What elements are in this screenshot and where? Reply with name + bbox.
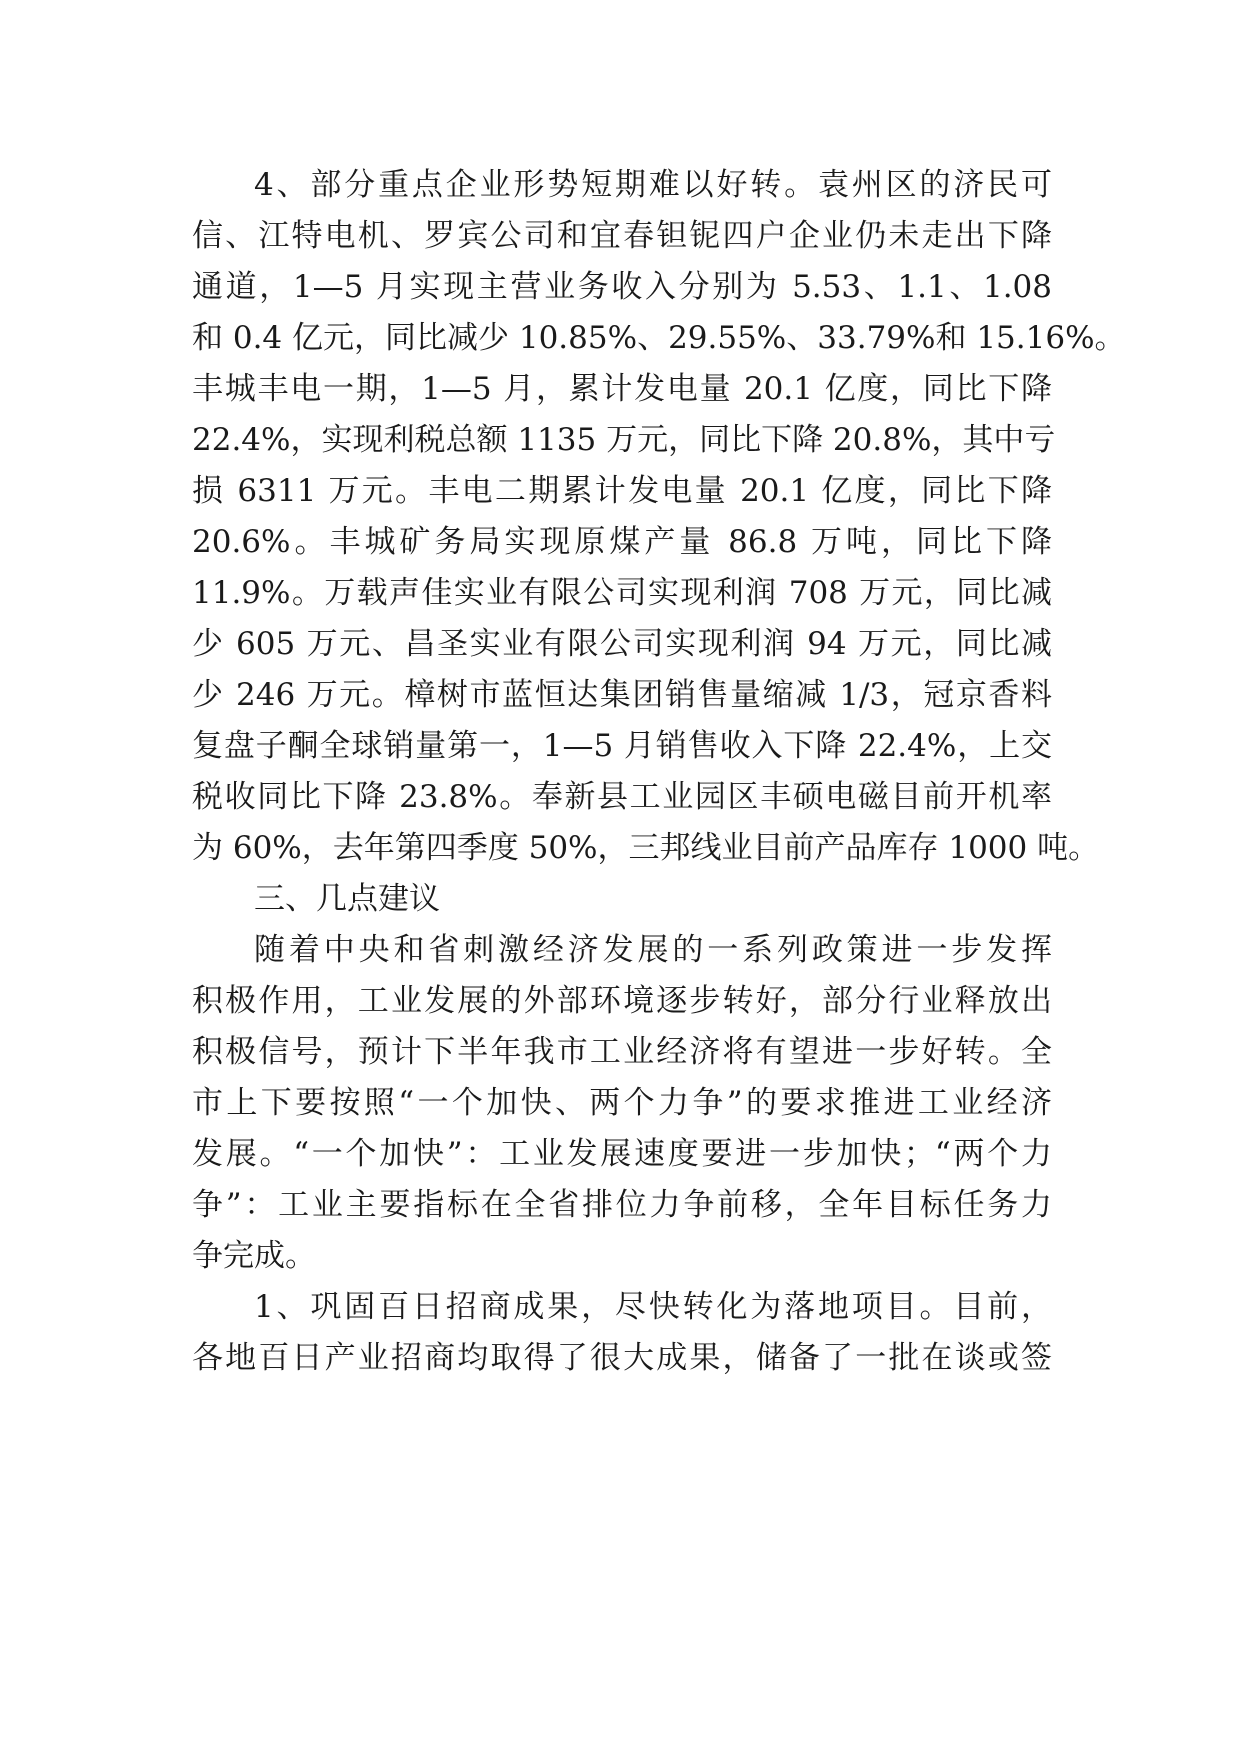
paragraph-line: 发展。“一个加快”：工业发展速度要进一步加快；“两个力: [192, 1136, 1052, 1172]
paragraph-line: 税收同比下降 23.8%。奉新县工业园区丰硕电磁目前开机率: [192, 779, 1052, 815]
paragraph-line: 4、部分重点企业形势短期难以好转。袁州区的济民可: [254, 167, 1052, 203]
paragraph-line: 少 246 万元。樟树市蓝恒达集团销售量缩减 1/3，冠京香料: [192, 677, 1052, 713]
paragraph-line: 随着中央和省刺激经济发展的一系列政策进一步发挥: [254, 932, 1052, 968]
section-heading: 三、几点建议: [254, 881, 440, 917]
paragraph-line: 争完成。: [192, 1238, 316, 1274]
paragraph-line: 争”：工业主要指标在全省排位力争前移，全年目标任务力: [192, 1187, 1052, 1223]
paragraph-line: 为 60%，去年第四季度 50%，三邦线业目前产品库存 1000 吨。: [192, 830, 1100, 866]
paragraph-line: 积极信号，预计下半年我市工业经济将有望进一步好转。全: [192, 1034, 1052, 1070]
paragraph-line: 信、江特电机、罗宾公司和宜春钽铌四户企业仍未走出下降: [192, 218, 1052, 254]
paragraph-line: 少 605 万元、昌圣实业有限公司实现利润 94 万元，同比减: [192, 626, 1052, 662]
paragraph-line: 损 6311 万元。丰电二期累计发电量 20.1 亿度，同比下降: [192, 473, 1052, 509]
paragraph-line: 1、巩固百日招商成果，尽快转化为落地项目。目前，: [254, 1289, 1052, 1325]
paragraph-line: 丰城丰电一期，1—5 月，累计发电量 20.1 亿度，同比下降: [192, 371, 1052, 407]
paragraph-line: 通道，1—5 月实现主营业务收入分别为 5.53、1.1、1.08: [192, 269, 1052, 305]
paragraph-line: 22.4%，实现利税总额 1135 万元，同比下降 20.8%，其中亏: [192, 422, 1056, 458]
body-text: [192, 160, 1126, 1384]
paragraph-line: 各地百日产业招商均取得了很大成果，储备了一批在谈或签: [192, 1340, 1052, 1376]
paragraph-line: 和 0.4 亿元，同比减少 10.85%、29.55%、33.79%和 15.16%。: [192, 320, 1126, 356]
paragraph-line: 复盘子酮全球销量第一，1—5 月销售收入下降 22.4%，上交: [192, 728, 1052, 764]
paragraph-line: 市上下要按照“一个加快、两个力争”的要求推进工业经济: [192, 1085, 1052, 1121]
paragraph-line: 积极作用，工业发展的外部环境逐步转好，部分行业释放出: [192, 983, 1052, 1019]
paragraph-line: 11.9%。万载声佳实业有限公司实现利润 708 万元，同比减: [192, 575, 1052, 611]
paragraph-line: 20.6%。丰城矿务局实现原煤产量 86.8 万吨，同比下降: [192, 524, 1052, 560]
